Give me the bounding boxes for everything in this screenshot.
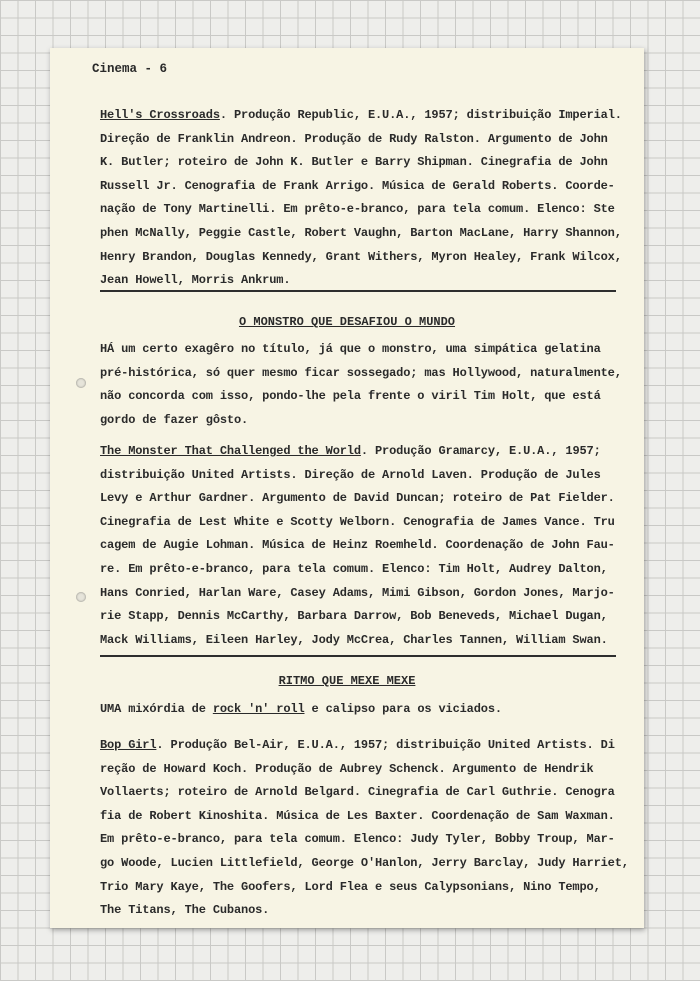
text-line: K. Butler; roteiro de John K. Butler e Barry Shipman. Cinegrafia de John (100, 155, 608, 170)
text-line: Vollaerts; roteiro de Arnold Belgard. Cinegrafia de Carl Guthrie. Cenogra (100, 785, 615, 800)
punch-hole (76, 378, 86, 388)
text-line: re. Em prêto-e-branco, para tela comum. Elenco: Tim Holt, Audrey Dalton, (100, 561, 608, 576)
text-line: Mack Williams, Eileen Harley, Jody McCrea, Charles Tannen, William Swan. (100, 632, 608, 647)
section-heading: RITMO QUE MEXE MEXE (278, 674, 416, 688)
text-line: não concorda com isso, pondo-lhe pela frente o viril Tim Holt, que está (100, 389, 601, 404)
text-line: reção de Howard Koch. Produção de Aubrey Schenck. Argumento de Hendrik (100, 761, 594, 776)
text-line: UMA mixórdia de rock 'n' roll e calipso para os viciados. (100, 702, 502, 716)
text-line: Hans Conried, Harlan Ware, Casey Adams, Mimi Gibson, Gordon Jones, Marjo- (100, 585, 615, 600)
section-hells-crossroads (100, 104, 622, 293)
text-line: go Woode, Lucien Littlefield, George O'Hanlon, Jerry Barclay, Judy Harriet, (100, 855, 629, 870)
text-line: pré-histórica, só quer mesmo ficar sossegado; mas Hollywood, naturalmente, (100, 365, 622, 380)
text-line: Direção de Franklin Andreon. Produção de Rudy Ralston. Argumento de John (100, 131, 608, 146)
typewritten-page (50, 48, 644, 928)
review-paragraph (100, 698, 610, 722)
text-line: distribuição United Artists. Direção de Arnold Laven. Produção de Jules (100, 467, 601, 482)
text-line: Cinegrafia de Lest White e Scotty Welborn. Cenografia de James Vance. Tru (100, 514, 615, 529)
text-line: gordo de fazer gôsto. (100, 412, 249, 427)
film-title: Hell's Crossroads (100, 108, 220, 122)
text-line: rie Stapp, Dennis McCarthy, Barbara Darrow, Bob Beneveds, Michael Dugan, (100, 609, 608, 624)
text-line: phen McNally, Peggie Castle, Robert Vaughn, Barton MacLane, Harry Shannon, (100, 225, 622, 240)
text-line: Levy e Arthur Gardner. Argumento de David Duncan; roteiro de Pat Fielder. (100, 491, 615, 506)
text-line: Jean Howell, Morris Ankrum. (100, 273, 291, 288)
credits-paragraph (100, 104, 622, 293)
text-line: The Monster That Challenged the World. Produção Gramarcy, E.U.A., 1957; (100, 444, 601, 458)
page-header: Cinema - 6 (92, 62, 168, 76)
credits-paragraph (100, 440, 615, 652)
film-title: The Monster That Challenged the World (100, 444, 361, 458)
text-line: Henry Brandon, Douglas Kennedy, Grant Withers, Myron Healey, Frank Wilcox, (100, 249, 622, 264)
text-line: Russell Jr. Cenografia de Frank Arrigo. Música de Gerald Roberts. Coorde- (100, 178, 615, 193)
divider-rule (100, 290, 616, 292)
text-line: Bop Girl. Produção Bel-Air, E.U.A., 1957; distribuição United Artists. Di (100, 738, 615, 752)
text-line: cagem de Augie Lohman. Música de Heinz Roemheld. Coordenação de John Fau- (100, 538, 615, 553)
section-heading: O MONSTRO QUE DESAFIOU O MUNDO (238, 315, 456, 329)
review-paragraph (100, 338, 622, 432)
section-monster-credits (100, 440, 615, 652)
text-line: fia de Robert Kinoshita. Música de Les Baxter. Coordenação de Sam Waxman. (100, 808, 615, 823)
text-line: Hell's Crossroads. Produção Republic, E.U.A., 1957; distribuição Imperial. (100, 108, 622, 122)
divider-rule (100, 655, 616, 657)
section-ritmo (100, 698, 610, 722)
text-line: Em prêto-e-branco, para tela comum. Elenco: Judy Tyler, Bobby Troup, Mar- (100, 832, 615, 847)
genre-emphasis: rock 'n' roll (212, 702, 305, 716)
text-line: The Titans, The Cubanos. (100, 903, 270, 918)
section-bop-girl-credits (100, 734, 629, 923)
section-monster (100, 338, 622, 432)
film-title: Bop Girl (100, 738, 157, 752)
credits-paragraph (100, 734, 629, 923)
text-line: HÁ um certo exagêro no título, já que o monstro, uma simpática gelatina (100, 342, 601, 356)
text-line: Trio Mary Kaye, The Goofers, Lord Flea e seus Calypsonians, Nino Tempo, (100, 879, 601, 894)
text-line: nação de Tony Martinelli. Em prêto-e-branco, para tela comum. Elenco: Ste (100, 202, 615, 217)
punch-hole (76, 592, 86, 602)
